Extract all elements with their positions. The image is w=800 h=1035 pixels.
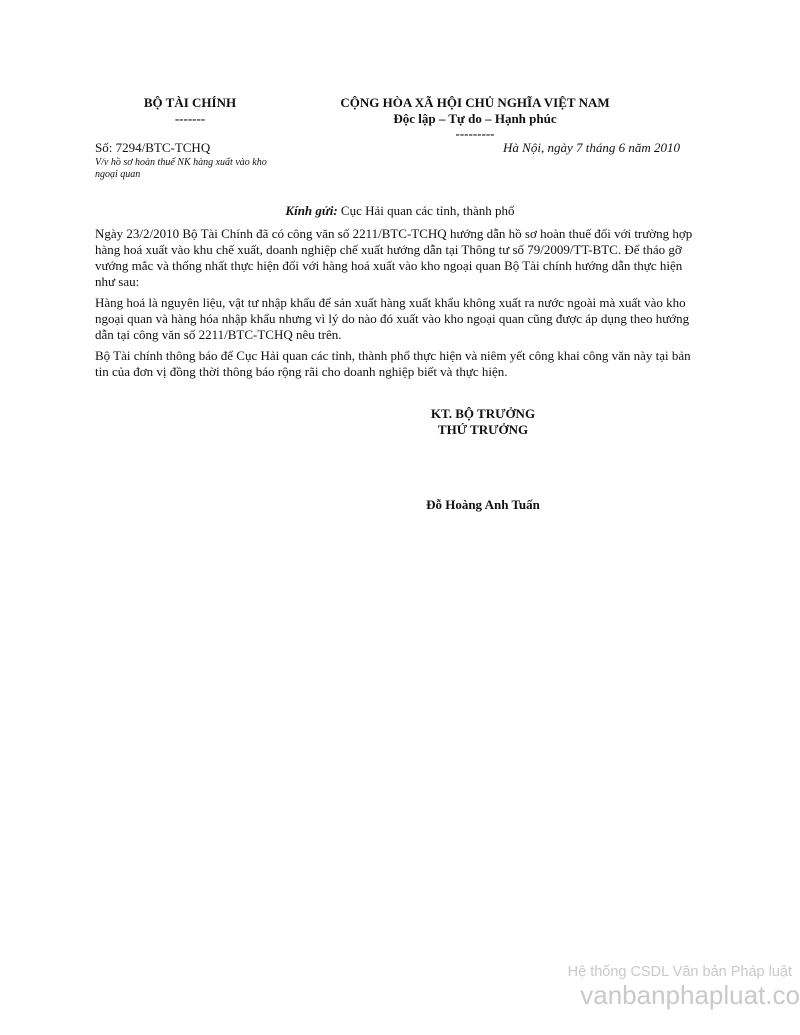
paragraph-3 <box>95 348 705 380</box>
recipient-line <box>95 203 705 219</box>
watermark-line-2: vanbanphapluat.co <box>580 980 800 1010</box>
paragraph-line: dẫn tại công văn số 2211/BTC-TCHQ nêu trên. <box>95 327 342 342</box>
subject-line-2: ngoại quan <box>95 169 141 180</box>
document-number: Số: 7294/BTC-TCHQ <box>95 140 211 155</box>
subject-line-1: V/v hồ sơ hoàn thuế NK hàng xuất vào kho <box>95 157 267 168</box>
signature-title-2: THỨ TRƯỞNG <box>437 422 529 437</box>
paragraph-line: vướng mắc và thống nhất thực hiện đối với hàng hoá xuất vào kho ngoại quan Bộ Tài chính hướng dẫn thực hiện <box>95 258 683 273</box>
recipient-label: Kính gửi: <box>285 203 338 218</box>
paragraph-line: Bộ Tài chính thông báo để Cục Hải quan các tỉnh, thành phố thực hiện và niêm yết công khai công văn này tại bản <box>95 348 691 363</box>
agency-separator: ------- <box>174 111 206 126</box>
motto-separator: --------- <box>455 126 495 141</box>
watermark-line-1: Hệ thống CSDL Văn bản Pháp luật <box>567 964 792 980</box>
recipient-text: Cục Hải quan các tỉnh, thành phố <box>337 203 515 218</box>
paragraph-line: tin của đơn vị đồng thời thông báo rộng rãi cho doanh nghiệp biết và thực hiện. <box>95 364 508 379</box>
signer-name: Đỗ Hoàng Anh Tuấn <box>426 497 540 512</box>
paragraph-line: như sau: <box>95 274 140 289</box>
paragraph-line: hàng hoá xuất vào khu chế xuất, doanh nghiệp chế xuất hướng dẫn tại Thông tư số 79/2009/TT-BTC. Để tháo gỡ <box>95 242 682 257</box>
paragraph-2 <box>95 295 705 343</box>
paragraph-line: Ngày 23/2/2010 Bộ Tài Chính đã có công văn số 2211/BTC-TCHQ hướng dẫn hồ sơ hoàn thuế đối với trường hợp <box>95 226 693 241</box>
place-date: Hà Nội, ngày 7 tháng 6 năm 2010 <box>503 140 680 155</box>
nation-title: CỘNG HÒA XÃ HỘI CHỦ NGHĨA VIỆT NAM <box>340 95 610 110</box>
motto: Độc lập – Tự do – Hạnh phúc <box>393 111 557 126</box>
paragraph-line: ngoại quan và hàng hóa nhập khẩu nhưng vì lý do nào đó xuất vào kho ngoại quan cũng được áp dụng theo hướng <box>95 311 690 326</box>
signature-title-1: KT. BỘ TRƯỞNG <box>430 406 536 421</box>
paragraph-line: Hàng hoá là nguyên liệu, vật tư nhập khẩu để sản xuất hàng xuất khẩu không xuất ra nước ngoài mà xuất vào kho <box>95 295 686 310</box>
agency-name: BỘ TÀI CHÍNH <box>143 95 237 110</box>
paragraph-1 <box>95 226 705 290</box>
